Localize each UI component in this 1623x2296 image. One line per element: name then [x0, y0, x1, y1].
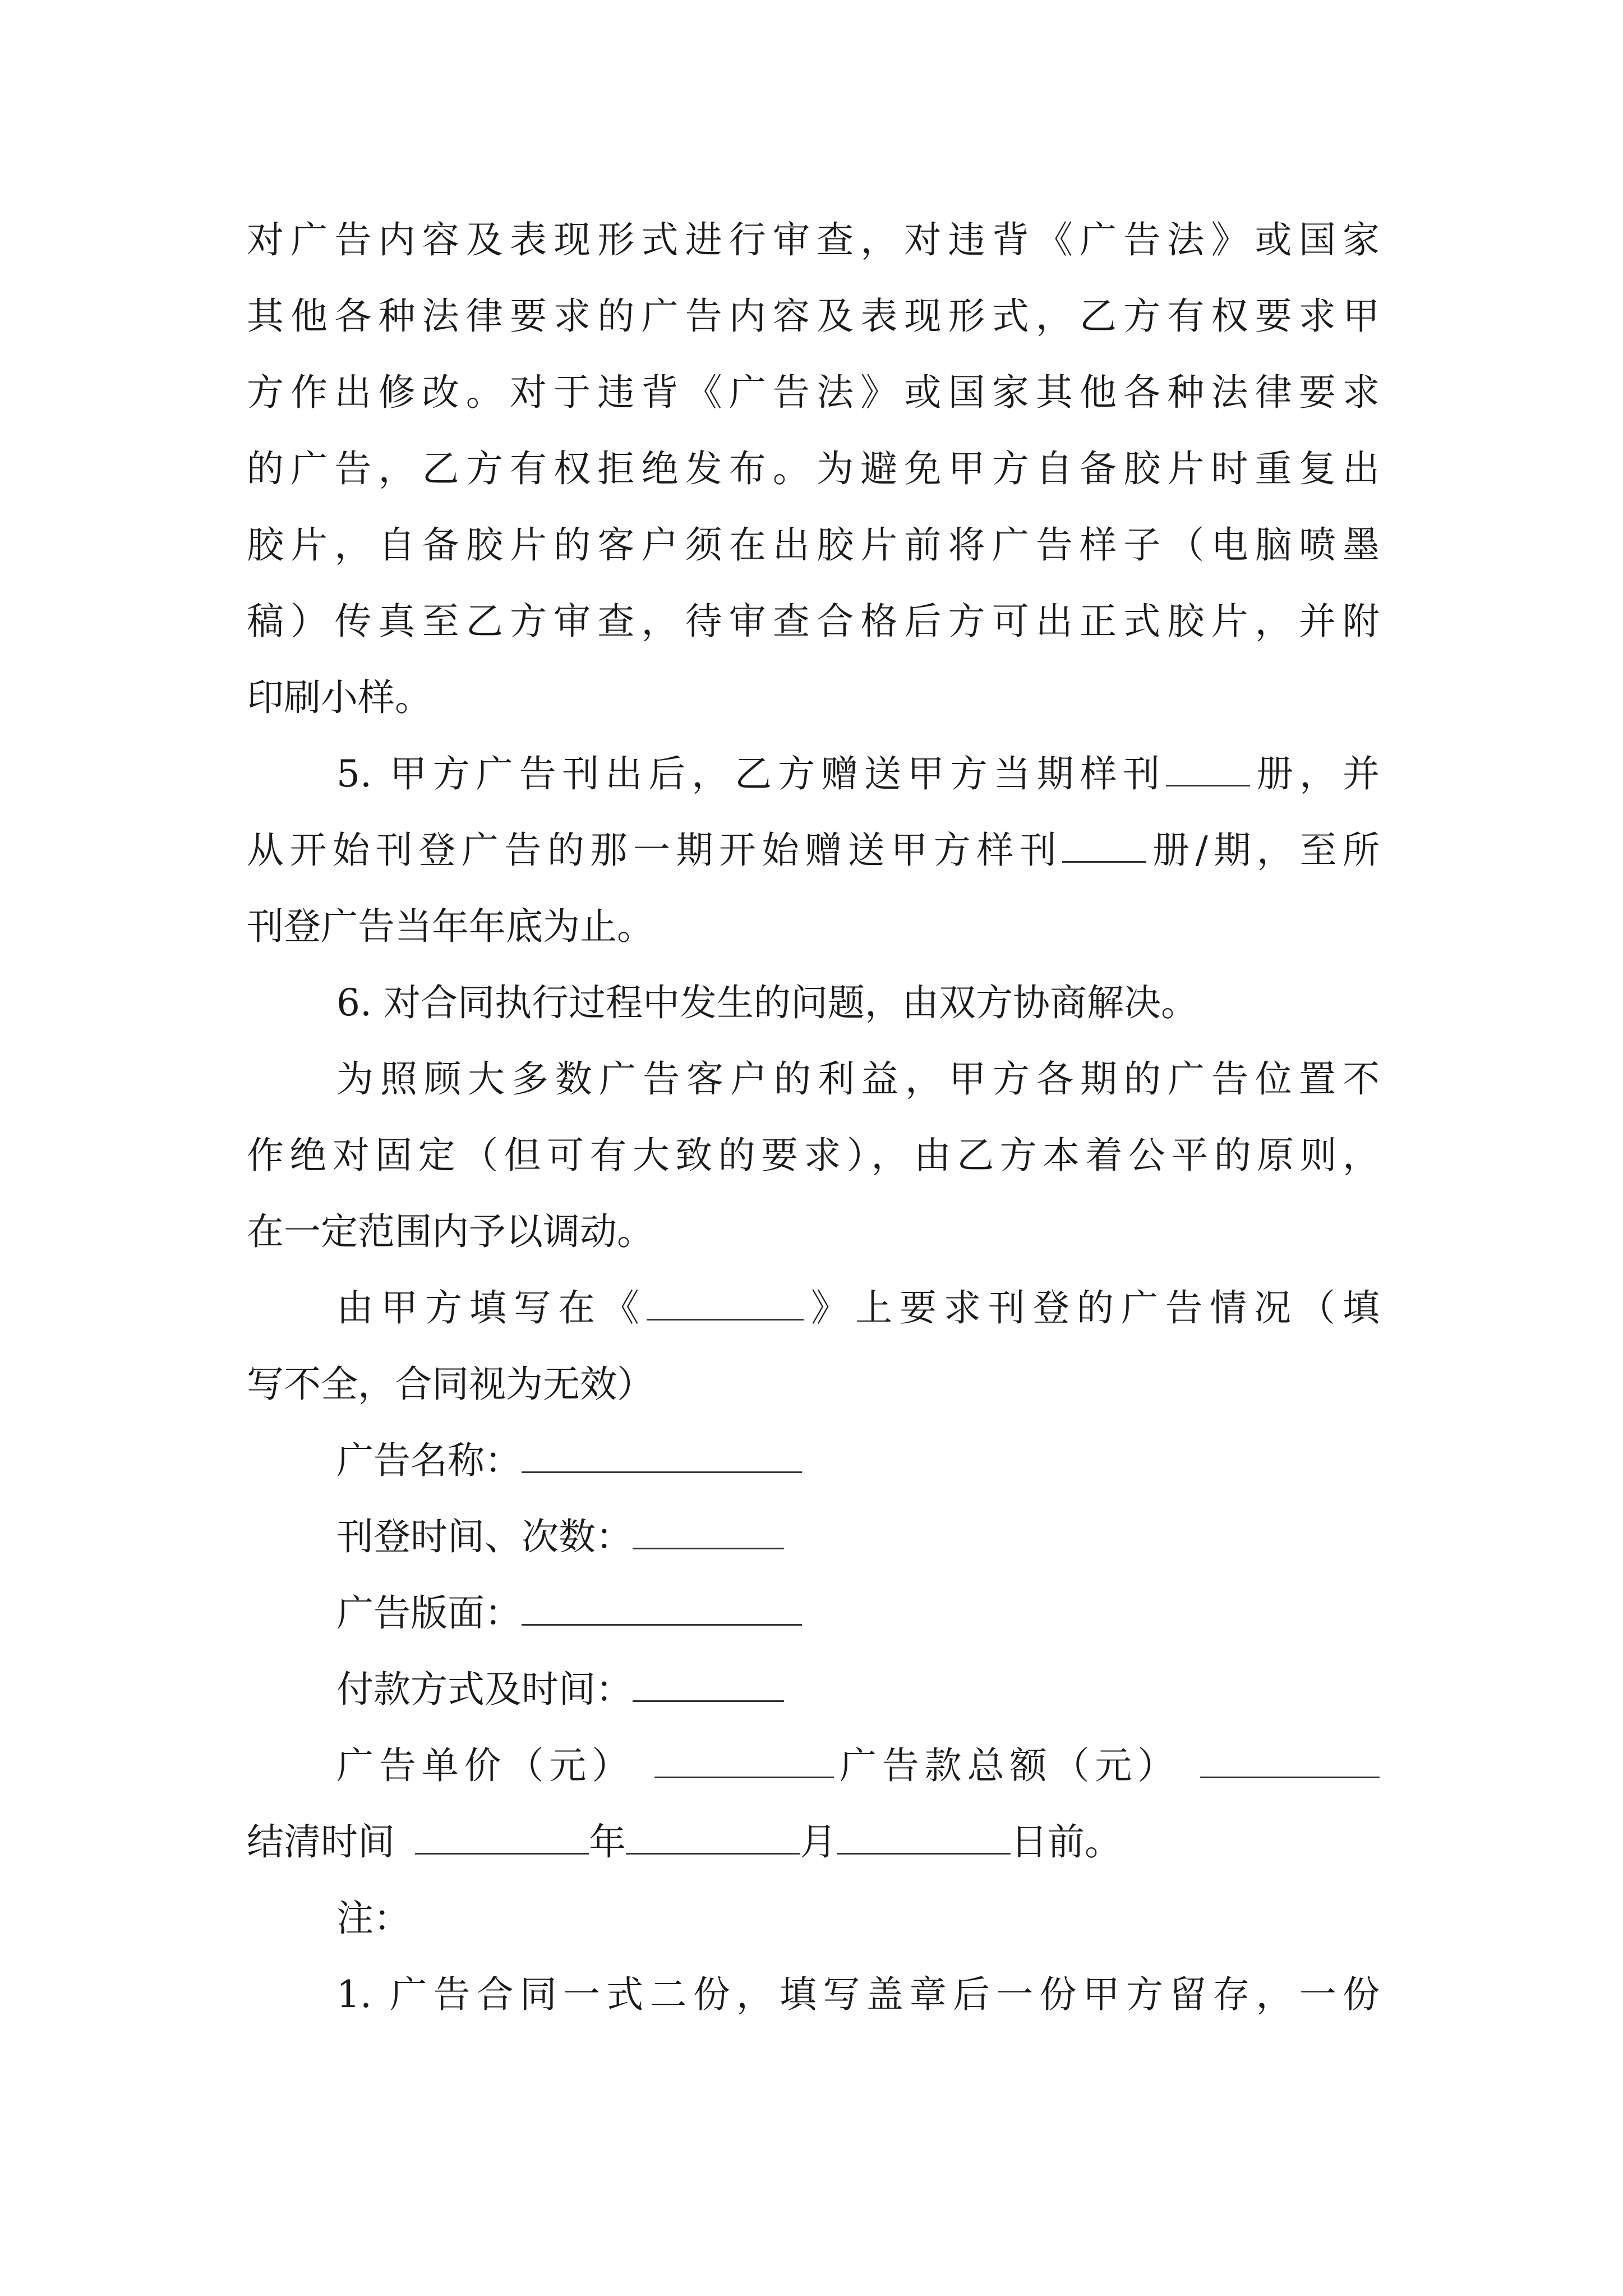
note-item-1: 1. 广告合同一式二份，填写盖章后一份甲方留存，一份	[336, 1973, 1380, 2016]
layout-blank[interactable]	[522, 1587, 802, 1626]
item-5-text: 册/期，至所	[1146, 829, 1380, 872]
layout-label: 广告版面：	[336, 1591, 522, 1635]
paragraph-line: 其他各种法律要求的广告内容及表现形式，乙方有权要求甲	[247, 295, 1380, 338]
day-label: 日前。	[1011, 1820, 1122, 1864]
layout-row	[336, 1586, 1380, 1640]
payment-label: 付款方式及时间：	[336, 1668, 633, 1711]
paragraph-line: 在一定范围内予以调动。	[247, 1210, 654, 1253]
item-5-line-1	[336, 747, 1380, 801]
paragraph-line: 为照顾大多数广告客户的利益，甲方各期的广告位置不	[336, 1057, 1380, 1101]
item-5-line-3: 刊登广告当年年底为止。	[247, 905, 654, 948]
schedule-label: 刊登时间、次数：	[336, 1515, 633, 1558]
paragraph-line: 胶片，自备胶片的客户须在出胶片前将广告样子（电脑喷墨	[247, 523, 1380, 567]
item-5-text: 5. 甲方广告刊出后，乙方赠送甲方当期样刊	[336, 752, 1166, 795]
ad-name-blank[interactable]	[522, 1434, 802, 1473]
publication-name-blank[interactable]	[647, 1282, 804, 1320]
paragraph-line: 作绝对固定（但可有大致的要求），由乙方本着公平的原则，	[247, 1134, 1380, 1177]
fill-intro-line-2: 写不全，合同视为无效）	[247, 1363, 654, 1406]
fill-intro-text: 由甲方填写在《	[336, 1286, 647, 1329]
item-6: 6. 对合同执行过程中发生的问题，由双方协商解决。	[336, 981, 1198, 1024]
copies-per-issue-blank[interactable]	[1062, 824, 1146, 863]
schedule-row	[336, 1510, 1380, 1564]
total-label: 广告款总额（元）	[834, 1744, 1180, 1787]
paragraph-line: 印刷小样。	[247, 676, 432, 719]
settle-label: 结清时间	[247, 1820, 395, 1864]
settle-month-blank[interactable]	[626, 1816, 800, 1855]
fill-intro-text: 》上要求刊登的广告情况（填	[804, 1286, 1380, 1329]
year-label: 年	[589, 1820, 626, 1864]
item-5-line-2	[247, 823, 1380, 877]
item-5-text: 从开始刊登广告的那一期开始赠送甲方样刊	[247, 829, 1063, 872]
settle-day-blank[interactable]	[837, 1816, 1011, 1855]
sample-copies-blank[interactable]	[1166, 748, 1250, 786]
settle-year-blank[interactable]	[415, 1816, 589, 1855]
note-label: 注：	[336, 1897, 411, 1940]
month-label: 月	[800, 1820, 837, 1864]
paragraph-line: 稿）传真至乙方审查，待审查合格后方可出正式胶片，并附	[247, 600, 1380, 643]
paragraph-line: 方作出修改。对于违背《广告法》或国家其他各种法律要求	[247, 371, 1380, 414]
unit-price-label: 广告单价（元）	[336, 1744, 635, 1787]
payment-blank[interactable]	[633, 1663, 784, 1702]
ad-name-row	[336, 1434, 1380, 1488]
fill-intro-line-1	[336, 1281, 1380, 1335]
price-row	[336, 1739, 1380, 1793]
item-5-text: 册，并	[1250, 752, 1380, 795]
paragraph-line: 的广告，乙方有权拒绝发布。为避免甲方自备胶片时重复出	[247, 447, 1380, 490]
settle-row	[247, 1815, 1380, 1869]
ad-name-label: 广告名称：	[336, 1439, 522, 1482]
unit-price-blank[interactable]	[654, 1740, 834, 1778]
paragraph-line: 对广告内容及表现形式进行审查，对违背《广告法》或国家	[247, 218, 1380, 261]
payment-row	[336, 1663, 1380, 1717]
schedule-blank[interactable]	[633, 1511, 784, 1549]
total-blank[interactable]	[1200, 1740, 1380, 1778]
